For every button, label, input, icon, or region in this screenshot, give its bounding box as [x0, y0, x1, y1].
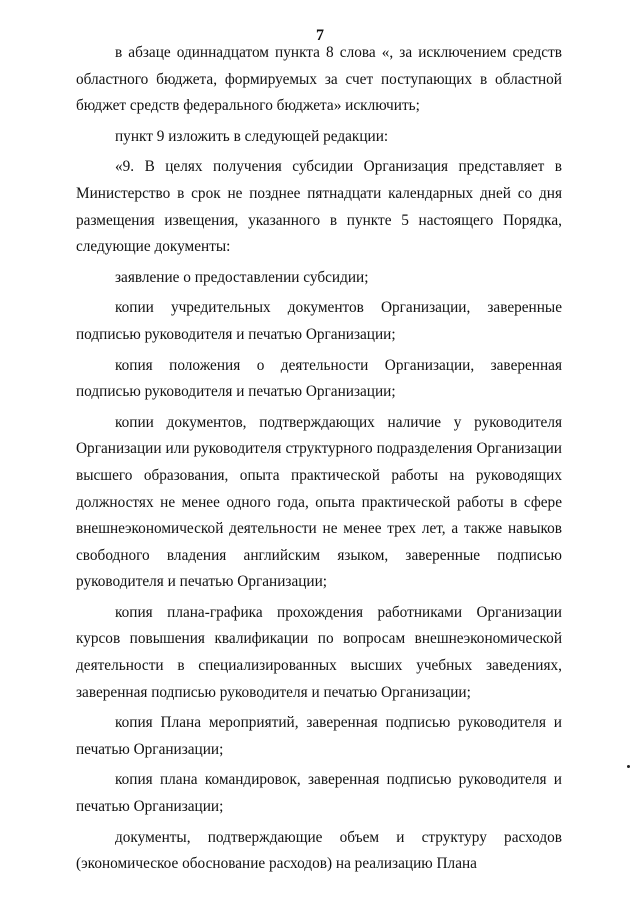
page-number: 7	[316, 27, 324, 44]
paragraph-events-plan: копия Плана мероприятий, заверенная подписью руководителя и печатью Организации;	[76, 714, 562, 758]
paragraph-training-schedule: копия плана-графика прохождения работниками Организации курсов повышения квалификации по вопросам внешнеэкономической деятельности в специализированных высших учебных заведениях, заверенная подписью руководителя и печатью Организации;	[76, 603, 562, 701]
paragraph-founding-documents: копии учредительных документов Организации, заверенные подписью руководителя и печатью Организации;	[76, 299, 562, 343]
paragraph-subsidy-application: заявление о предоставлении субсидии;	[115, 268, 369, 286]
paragraph-head-qualification: копии документов, подтверждающих наличие у руководителя Организации или руководителя структурного подразделения Организации высшего образования, опыта практической работы на руководящих должностях не менее одного года, опыта практической работы в сфере внешнеэкономической деятельности не менее трех лет, а также навыков свободного владения английским языком, заверенные подписью руководителя и печатью Организации;	[76, 413, 562, 591]
paragraph-activity-regulation: копия положения о деятельности Организации, заверенная подписью руководителя и печатью Организации;	[76, 356, 562, 401]
scan-speck	[627, 765, 630, 768]
paragraph-point-9-text: «9. В целях получения субсидии Организация представляет в Министерство в срок не позднее пятнадцати календарных дней со дня размещения извещения, указанного в пункте 5 настоящего Порядка, следующие документы:	[76, 158, 562, 256]
paragraph-point-9-intro: пункт 9 изложить в следующей редакции:	[115, 127, 389, 145]
document-body	[76, 40, 562, 878]
paragraph-paragraph-11-amendment: в абзаце одиннадцатом пункта 8 слова «, за исключением средств областного бюджета, формируемых за счет поступающих в областной бюджет средств федерального бюджета» исключить;	[76, 44, 562, 115]
paragraph-expense-documents: документы, подтверждающие объем и структуру расходов (экономическое обоснование расходов) на реализацию Плана	[76, 828, 562, 873]
paragraph-trips-plan: копия плана командировок, заверенная подписью руководителя и печатью Организации;	[76, 771, 562, 816]
